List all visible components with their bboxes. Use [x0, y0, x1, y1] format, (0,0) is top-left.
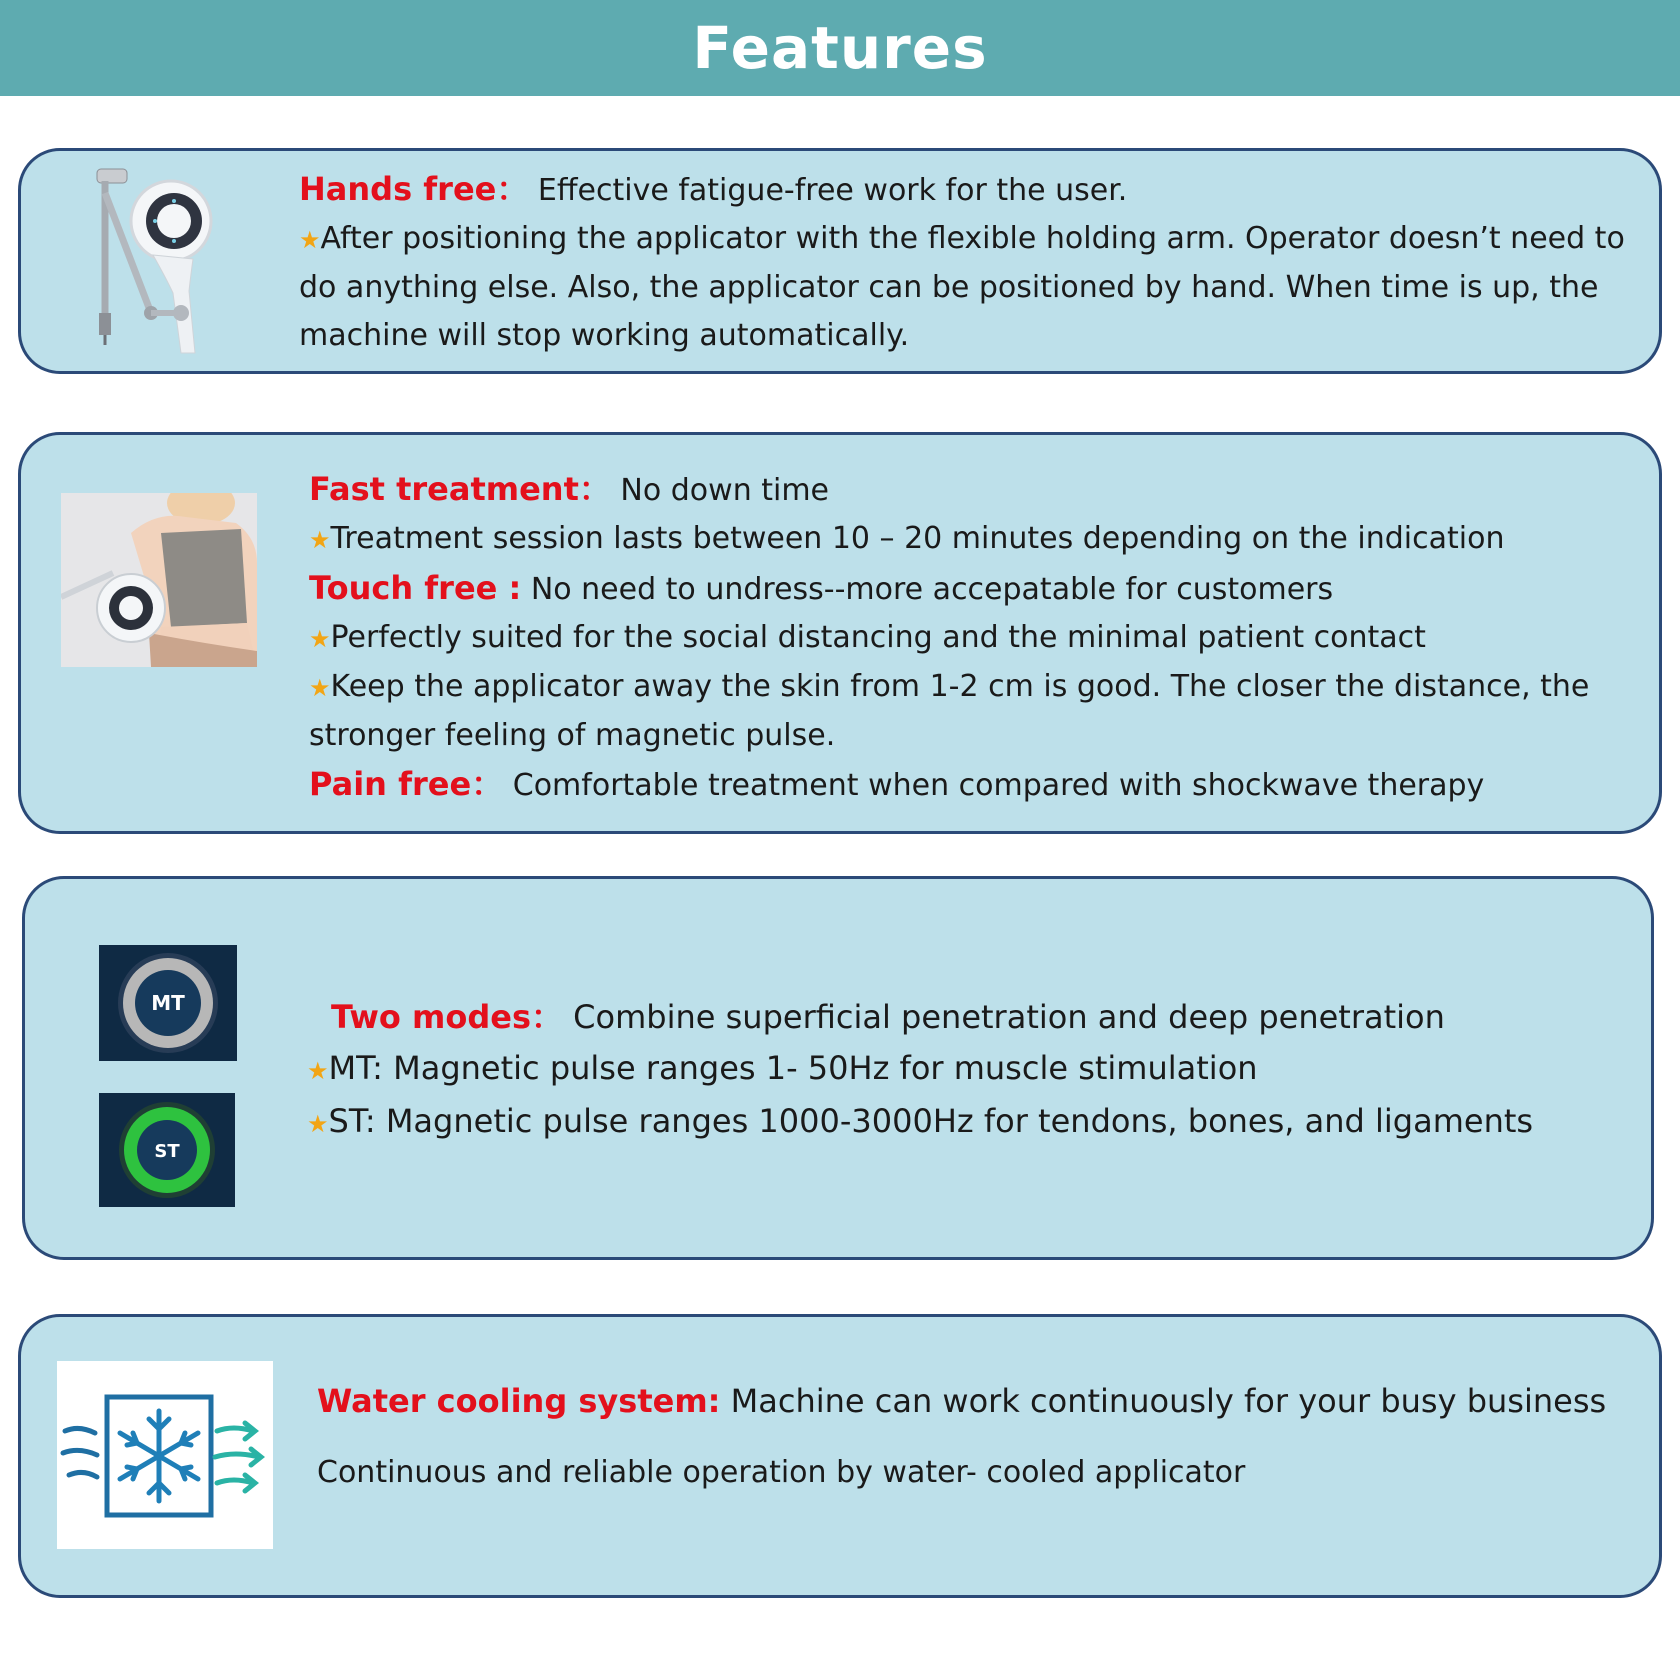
water-cooling-subtext: Continuous and reliable operation by water- cooled applicator — [317, 1455, 1246, 1490]
card-hands-free — [18, 148, 1662, 374]
water-cooling-line — [317, 1375, 1647, 1427]
fast-treatment-bullet-text: Treatment session lasts between 10 – 20 minutes depending on the indication — [330, 521, 1505, 556]
fast-treatment-line — [309, 465, 1639, 515]
pain-free-heading: Pain free： — [309, 765, 504, 803]
touch-free-line — [309, 564, 1639, 614]
water-cooling-text — [317, 1375, 1647, 1497]
applicator-arm-icon — [81, 163, 241, 363]
snowflake-cooling-icon — [57, 1361, 273, 1549]
mt-label: MT — [151, 991, 185, 1015]
fast-treatment-bullet — [309, 515, 1639, 564]
fast-treatment-heading: Fast treatment： — [309, 470, 611, 508]
card-two-modes — [22, 876, 1654, 1260]
hands-free-subtitle: Effective fatigue-free work for the user. — [537, 173, 1128, 208]
touch-free-heading: Touch free : — [309, 569, 522, 607]
hands-free-line — [299, 165, 1639, 215]
mt-bullet-text: MT: Magnetic pulse ranges 1- 50Hz for muscle stimulation — [328, 1049, 1258, 1087]
banner-title: Features — [692, 14, 988, 82]
star-icon: ★ — [309, 625, 331, 653]
touch-free-bullet-1 — [309, 614, 1639, 663]
touch-free-bullet-1-text: Perfectly suited for the social distancing and the minimal patient contact — [330, 620, 1426, 655]
card-water-cooling — [18, 1314, 1662, 1598]
water-cooling-text-value: Machine can work continuously for your busy business — [730, 1382, 1607, 1420]
star-icon: ★ — [307, 1057, 329, 1085]
fast-treatment-text — [309, 465, 1639, 810]
patient-photo — [61, 493, 257, 667]
st-bullet — [307, 1096, 1637, 1149]
two-modes-line — [307, 991, 1637, 1043]
hands-free-heading: Hands free： — [299, 170, 529, 208]
pain-free-text: Comfortable treatment when compared with shockwave therapy — [512, 768, 1485, 803]
st-label: ST — [154, 1141, 180, 1162]
hands-free-text — [299, 165, 1639, 360]
st-mode-icon — [99, 1093, 235, 1207]
mt-bullet — [307, 1043, 1637, 1096]
fast-treatment-text-value: No down time — [620, 473, 830, 508]
two-modes-heading: Two modes： — [331, 998, 563, 1036]
touch-free-bullet-2-text: Keep the applicator away the skin from 1-2 cm is good. The closer the distance, the stronger feeling of magnetic pulse. — [309, 669, 1590, 753]
star-icon: ★ — [307, 1110, 329, 1138]
st-bullet-text: ST: Magnetic pulse ranges 1000-3000Hz for tendons, bones, and ligaments — [328, 1102, 1534, 1140]
water-cooling-heading: Water cooling system: — [317, 1382, 721, 1420]
star-icon: ★ — [309, 674, 331, 702]
card-fast-treatment — [18, 432, 1662, 834]
star-icon: ★ — [299, 226, 321, 254]
hands-free-bullet — [299, 215, 1639, 360]
star-icon: ★ — [309, 526, 331, 554]
features-banner — [0, 0, 1680, 96]
hands-free-bullet-text: After positioning the applicator with the flexible holding arm. Operator doesn’t need to do anything else. Also, the applicator can be positioned by hand. When time is up, the machine will stop working automatically. — [299, 221, 1625, 353]
mt-mode-icon — [99, 945, 237, 1061]
two-modes-text — [307, 991, 1637, 1149]
touch-free-bullet-2 — [309, 663, 1639, 760]
touch-free-text: No need to undress--more accepatable for customers — [530, 572, 1334, 607]
pain-free-line — [309, 760, 1639, 810]
two-modes-text-value: Combine superficial penetration and deep penetration — [573, 998, 1445, 1036]
